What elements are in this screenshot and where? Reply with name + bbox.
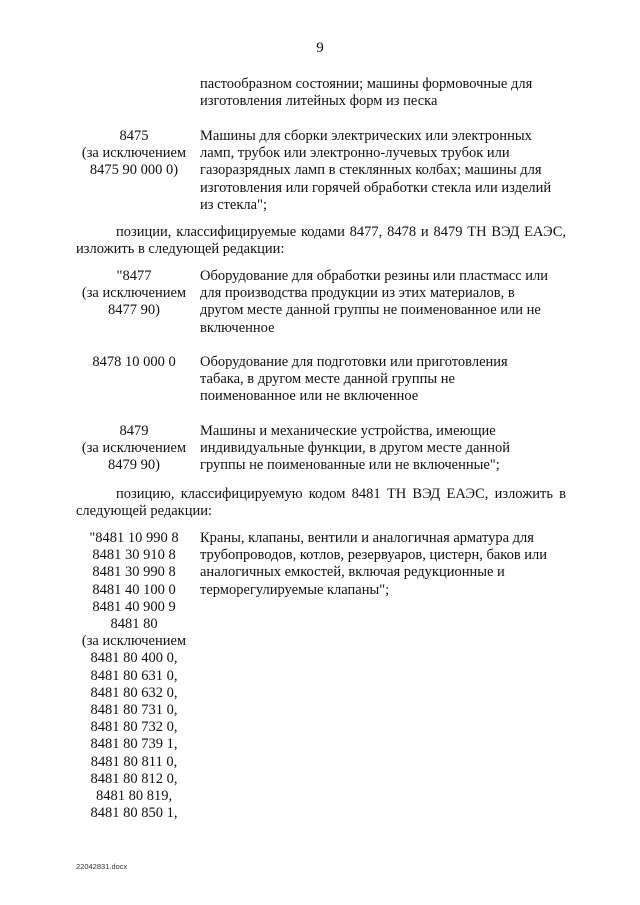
text-line: следующей редакции: [76, 503, 213, 520]
text-line: из стекла"; [200, 196, 267, 213]
text-line: пастообразном состоянии; машины формовочные для [200, 76, 533, 92]
code-line: 8481 40 100 0 [92, 581, 176, 598]
text-line: газоразрядных ламп в стеклянных колбах; машины для [200, 162, 542, 179]
continuation-text [200, 76, 580, 110]
code-line: 8481 30 990 8 [92, 564, 176, 581]
code-line: 8475 [119, 128, 149, 144]
text-line: Оборудование для обработки резины или пластмасс или [200, 268, 549, 284]
code-line: 8481 80 731 0, [90, 702, 178, 719]
entry-description [200, 354, 580, 406]
code-line: 8481 80 631 0, [90, 667, 178, 684]
text-line: табака, в другом месте данной группы не [200, 371, 455, 388]
text-line: аналогичных емкостей, включая редукционные и [200, 564, 505, 581]
text-line: Оборудование для подготовки или приготовления [200, 354, 508, 370]
paragraph-position-8481 [76, 486, 566, 520]
text-line: позиции, классифицируемые кодами 8477, 8478 и 8479 ТН ВЭД [116, 224, 520, 240]
code-line: 8481 80 [110, 616, 158, 633]
code-line: 8481 30 910 8 [92, 547, 176, 564]
entry-code [76, 423, 192, 475]
code-line: 8481 80 819, [95, 788, 173, 805]
code-line: (за исключением [81, 285, 187, 302]
text-line: для производства продукции из этих материалов, в [200, 285, 515, 302]
text-line: Краны, клапаны, вентили и аналогичная арматура для [200, 530, 534, 546]
code-line: 8481 80 732 0, [90, 719, 178, 736]
code-line: "8481 10 990 8 [89, 530, 179, 546]
text-line: поименованное или не включенное [200, 388, 419, 405]
code-line: 8475 90 000 0) [89, 162, 179, 179]
code-line: "8477 [116, 268, 152, 284]
text-line: трубопроводов, котлов, резервуаров, цистерн, баков или [200, 547, 548, 564]
code-line: 8479 90) [108, 457, 160, 474]
text-line: включенное [200, 319, 275, 336]
code-line: (за исключением [81, 145, 187, 162]
entry-code [76, 128, 192, 180]
document-filename: 22042831.docx [76, 862, 128, 871]
text-line: Машины и механические устройства, имеющие [200, 423, 496, 439]
text-line: ЕАЭС, изложить в следующей редакции: [76, 224, 566, 258]
entry-description [200, 268, 580, 337]
code-line: 8481 80 812 0, [90, 770, 178, 787]
code-line: 8479 [119, 423, 149, 439]
entry-description [200, 530, 580, 599]
code-line: 8481 80 632 0, [90, 684, 178, 701]
entry-code [76, 268, 192, 320]
page-number: 9 [316, 40, 324, 56]
entry-code [76, 354, 192, 371]
text-line: индивидуальные функции, в другом месте данной [200, 440, 510, 457]
text-line: терморегулируемые клапаны"; [200, 581, 390, 598]
code-line: (за исключением [81, 633, 187, 650]
entry-description [200, 423, 580, 475]
code-line: (за исключением [81, 440, 187, 457]
text-line: группы не поименованные или не включенные"; [200, 457, 500, 474]
code-line: 8481 80 850 1, [90, 805, 178, 822]
code-line: 8478 10 000 0 [92, 354, 176, 370]
code-line: 8481 80 400 0, [90, 650, 178, 667]
entry-code [76, 530, 192, 822]
paragraph-positions [76, 224, 566, 258]
text-line: позицию, классифицируемую кодом 8481 ТН ВЭД ЕАЭС, изложить в [116, 486, 566, 502]
entry-description [200, 128, 580, 214]
text-line: другом месте данной группы не поименованное или не [200, 302, 541, 319]
code-line: 8481 80 811 0, [90, 753, 178, 770]
code-line: 8477 90) [108, 302, 160, 319]
text-line: ламп, трубок или электронно-лучевых трубок или [200, 145, 510, 162]
code-line: 8481 80 739 1, [90, 736, 178, 753]
code-line: 8481 40 900 9 [92, 598, 176, 615]
text-line: Машины для сборки электрических или электронных [200, 128, 532, 144]
text-line: изготовления литейных форм из песка [200, 93, 438, 110]
text-line: изготовления или горячей обработки стекла или изделий [200, 179, 552, 196]
